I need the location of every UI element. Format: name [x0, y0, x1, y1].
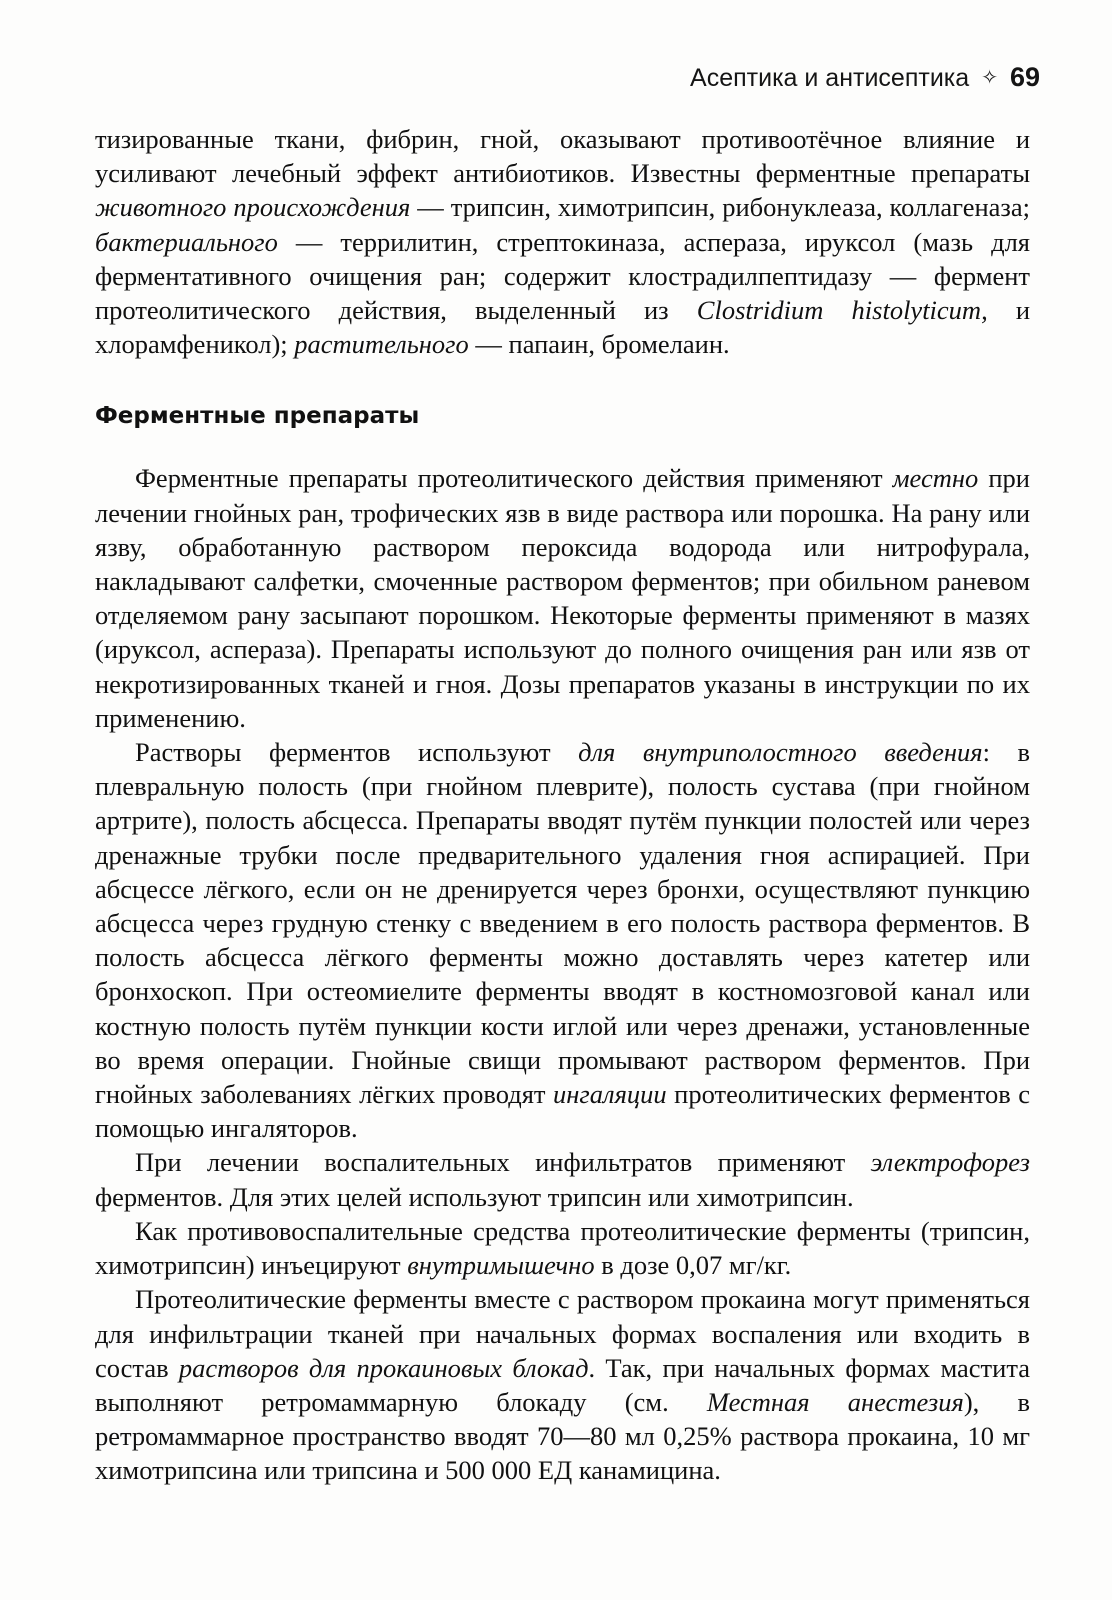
italic-run: Clostridium histolyticum,	[696, 295, 988, 326]
paragraph-continuation	[95, 122, 1030, 361]
text-run: и хлорамфеникол);	[95, 295, 1030, 360]
text-run: ферментов. Для этих целей используют трипсин или химотрипсин.	[95, 1181, 854, 1212]
section-heading: Ферментные препараты	[95, 403, 420, 430]
italic-run: местно	[892, 463, 979, 494]
text-run: при лечении гнойных ран, трофических язв в виде раствора или порошка. На рану или язву, обработанную раствором пероксида водорода или нитрофурала, накладывают салфетки, смоченные раствором ферментов; при обильном раневом отделяемом рану засыпают порошком. Некоторые ферменты применяют в мазях (ируксол, аспераза). Препараты используют до полного очищения ран или язв от некротизированных тканей и гноя. Дозы препаратов указаны в инструкции по их применению.	[95, 463, 1030, 733]
paragraph	[95, 1282, 1030, 1487]
paragraph	[95, 735, 1030, 1145]
paragraph	[95, 461, 1030, 735]
italic-run: Местная анестезия	[706, 1386, 964, 1417]
text-run: : в плевральную полость (при гнойном плеврите), полость сустава (при гнойном артрите), полость абсцесса. Препараты вводят путём пункции полостей или через дренажные трубки после предварительного удаления гноя аспирацией. При абсцессе лёгкого, если он не дренируется через бронхи, осуществляют пункцию абсцесса через грудную стенку с введением в его полость раствора ферментов. В полость абсцесса лёгкого ферменты можно доставлять через катетер или бронхоскоп. При остеомиелите ферменты вводят в костномозговой канал или костную полость путём пункции кости иглой или через дренажи, установленные во время операции. Гнойные свищи промывают раствором ферментов. При гнойных заболеваниях лёгких проводят	[95, 737, 1031, 1110]
page-body	[95, 122, 1030, 1488]
italic-run: ингаляции	[553, 1079, 667, 1110]
text-run: Ферментные препараты протеолитического действия применяют	[135, 463, 893, 494]
italic-run: для внутриполостного введения	[578, 737, 983, 768]
text-run: — папаин, бромелаин.	[468, 329, 730, 360]
running-header	[690, 62, 1040, 93]
text-run: тизированные ткани, фибрин, гной, оказывают противоотёчное влияние и усиливают лечебный эффект антибиотиков. Известны ферментные препараты	[95, 124, 1030, 189]
italic-run: внутримышечно	[407, 1250, 595, 1281]
italic-run: растворов для прокаиновых блокад	[178, 1352, 589, 1383]
text-run: Растворы ферментов используют	[135, 737, 579, 768]
paragraph	[95, 1145, 1030, 1213]
text-run: — трипсин, химотрипсин, рибонуклеаза, коллагеназа;	[410, 192, 1030, 223]
text-run: протеолитических ферментов с помощью ингаляторов.	[95, 1079, 1030, 1144]
text-run: ), в ретромаммарное пространство вводят 70—80 мл 0,25% раствора прокаина, 10 мг химотрипсина или трипсина и 500 000 ЕД канамицина.	[95, 1386, 1030, 1486]
text-run: — террилитин, стрептокиназа, аспераза, ируксол (мазь для ферментативного очищения ран; содержит клострадилпептидазу — фермент протеолитического действия, выделенный из	[95, 226, 1030, 326]
text-run: Как противовоспалительные средства протеолитические ферменты (трипсин, химотрипсин) инъецируют	[95, 1215, 1030, 1281]
running-title: Асептика и антисептика	[690, 64, 970, 92]
italic-run: животного происхождения	[95, 192, 411, 223]
text-run: При лечении воспалительных инфильтратов применяют	[135, 1147, 871, 1178]
italic-run: электрофорез	[870, 1147, 1030, 1178]
italic-run: растительного	[294, 329, 469, 360]
italic-run: бактериального	[95, 226, 278, 257]
paragraph	[95, 1214, 1030, 1282]
page-number: 69	[1009, 62, 1040, 92]
text-run: Протеолитические ферменты вместе с раствором прокаина могут применяться для инфильтрации тканей при начальных формах воспаления или входить в состав	[95, 1284, 1030, 1383]
diamond-icon: ✧	[981, 67, 998, 89]
text-run: . Так, при начальных формах мастита выполняют ретромаммарную блокаду (см.	[95, 1352, 1030, 1417]
text-run: в дозе 0,07 мг/кг.	[594, 1250, 792, 1281]
